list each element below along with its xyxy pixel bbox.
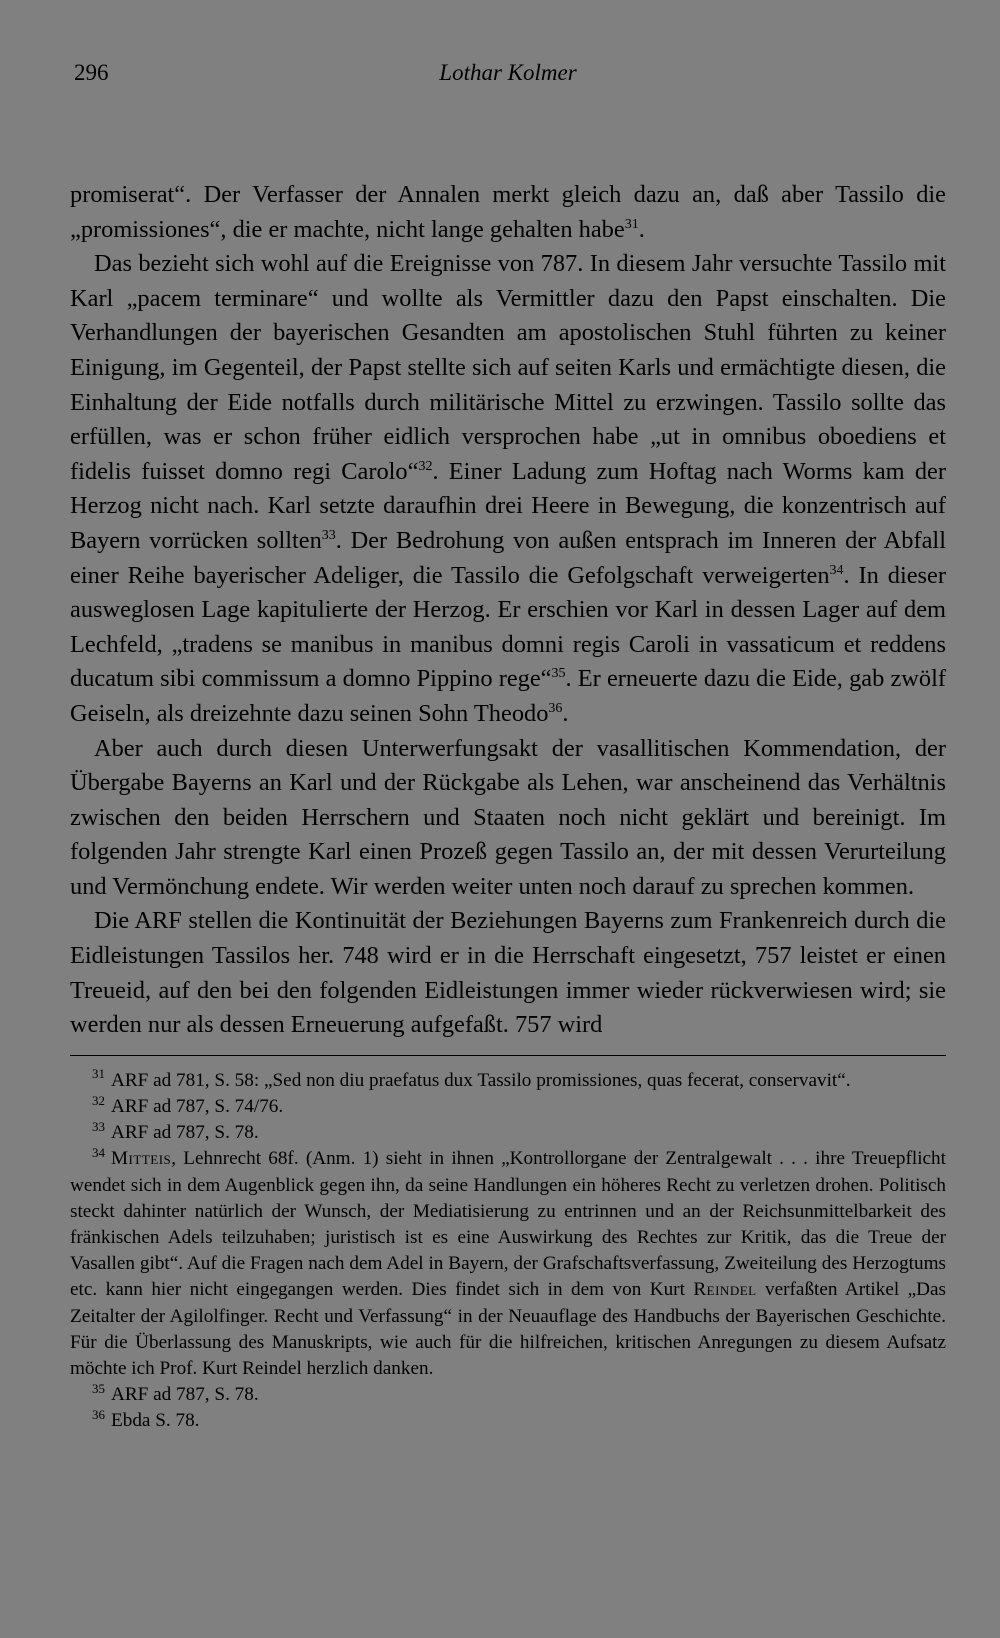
text-run: . Einer Ladung zum Hoftag nach Worms kam der Herzog nicht nach. Karl setzte daraufhin drei Heere in Bewegung, die konzentrisch auf Bayern vorrücken sollten [70,457,947,554]
footnote [70,1094,946,1120]
footnote-ref: 33 [321,527,336,543]
footnotes [70,1068,946,1435]
footnote-number: 36 [92,1407,105,1423]
body-paragraph [70,178,946,247]
footnote [70,1382,946,1408]
footnote [70,1068,946,1094]
text-run: ARF ad 787, S. 78. [111,1122,259,1144]
author-name: Reindel [693,1279,757,1301]
author-name: Mitteis [111,1148,172,1170]
text-run: . Er erneuerte dazu die Eide, gab zwölf Geiseln, als dreizehnte dazu seinen Sohn Theodo [70,665,946,727]
text-run: Die ARF stellen die Kontinuität der Beziehungen Bayerns zum Frankenreich durch die Eidleistungen Tassilos her. 748 wird er in die Herrschaft eingesetzt, 757 leistet er einen Treueid, auf den bei den folgenden Eidleistungen immer wieder rückverwiesen wird; sie werden nur als dessen Erneuerung aufgefaßt. 757 wird [70,907,946,1039]
footnote-ref: 31 [624,216,639,232]
footnote-ref: 34 [829,562,844,578]
text-run: . [562,699,569,727]
text-run: ARF ad 787, S. 74/76. [111,1096,284,1118]
text-run: ARF ad 781, S. 58: „Sed non diu praefatus dux Tassilo promissiones, quas fecerat, conservavit“. [111,1069,851,1091]
footnote [70,1120,946,1146]
footnote [70,1408,946,1434]
footnote-rule [70,1055,946,1056]
body-paragraph [70,247,946,731]
text-run: Aber auch durch diesen Unterwerfungsakt der vasallitischen Kommendation, der Übergabe Bayerns an Karl und der Rückgabe als Lehen, war anscheinend das Verhältnis zwischen den beiden Herrschern und Staaten noch nicht geklärt und bereinigt. Im folgenden Jahr strengte Karl einen Prozeß gegen Tassilo an, der mit dessen Verurteilung und Vermönchung endete. Wir werden weiter unten noch darauf zu sprechen kommen. [70,734,946,900]
text-run: , Lehnrecht 68f. (Anm. 1) sieht in ihnen „Kontrollorgane der Zentralgewalt . . . ihre Treuepflicht wendet sich in dem Augenblick gegen ihn, da seine Handlungen ein höheres Recht zu verletzen drohen. Politisch steckt dahinter natürlich der Wunsch, der Mediatisierung zu entrinnen und an der Reichsunmittelbarkeit des fränkischen Adels teilzuhaben; juristisch ist es eine Auswirkung des Rechtes zur Kritik, das die Treue der Vasallen gibt“. Auf die Fragen nach dem Adel in Bayern, der Grafschaftsverfassung, Zweiteilung des Herzogtums etc. kann hier nicht eingegangen werden. Dies findet sich in dem von Kurt [70,1148,946,1301]
footnote-ref: 32 [418,458,433,474]
body-paragraph [70,904,946,1042]
running-head [70,56,946,92]
footnote-number: 34 [92,1145,105,1161]
body-paragraph [70,732,946,905]
footnote-ref: 35 [551,666,566,682]
text-run: verfaßten Artikel „Das Zeitalter der Agilolfinger. Recht und Verfassung“ in der Neuauflage des Handbuchs der Bayerischen Geschichte. Für die Überlassung des Manuskripts, wie auch für die hilfreichen, kritischen Anregungen zu diesem Aufsatz möchte ich Prof. Kurt Reindel herzlich danken. [70,1279,947,1380]
body-text [70,178,946,1043]
text-run: Das bezieht sich wohl auf die Ereignisse von 787. In diesem Jahr versuchte Tassilo mit Karl „pacem terminare“ und wollte als Vermittler dazu den Papst einschalten. Die Verhandlungen der bayerischen Gesandten am apostolischen Stuhl führten zu keiner Einigung, im Gegenteil, der Papst stellte sich auf seiten Karls und ermächtigte diesen, die Einhaltung der Eide notfalls durch militärische Mittel zu erzwingen. Tassilo sollte das erfüllen, was er schon früher eidlich versprochen habe „ut in omnibus oboediens et fidelis fuisset domno regi Carolo“ [70,250,946,485]
footnote [70,1146,946,1382]
text-run: . Der Bedrohung von außen entsprach im Inneren der Abfall einer Reihe bayerischer Adeliger, die Tassilo die Gefolgschaft verweigerten [70,526,946,589]
footnote-number: 35 [92,1380,105,1396]
text-run: . [638,215,645,243]
text-run: . In dieser ausweglosen Lage kapitulierte der Herzog. Er erschien vor Karl in dessen Lager auf dem Lechfeld, „tradens se manibus in manibus domni regis Caroli in vassaticum et reddens ducatum sibi commissum a domno Pippino rege“ [70,561,946,693]
footnote-number: 33 [92,1118,105,1134]
running-title: Lothar Kolmer [439,60,577,85]
footnote-number: 32 [92,1092,105,1108]
text-run: promiserat“. Der Verfasser der Annalen merkt gleich dazu an, daß aber Tassilo die „promissiones“, die er machte, nicht lange gehalten habe [70,181,946,243]
footnote-ref: 36 [548,700,563,716]
footnote-number: 31 [92,1066,105,1082]
text-run: Ebda S. 78. [111,1410,200,1432]
page-number: 296 [74,60,109,85]
text-run: ARF ad 787, S. 78. [111,1384,259,1406]
